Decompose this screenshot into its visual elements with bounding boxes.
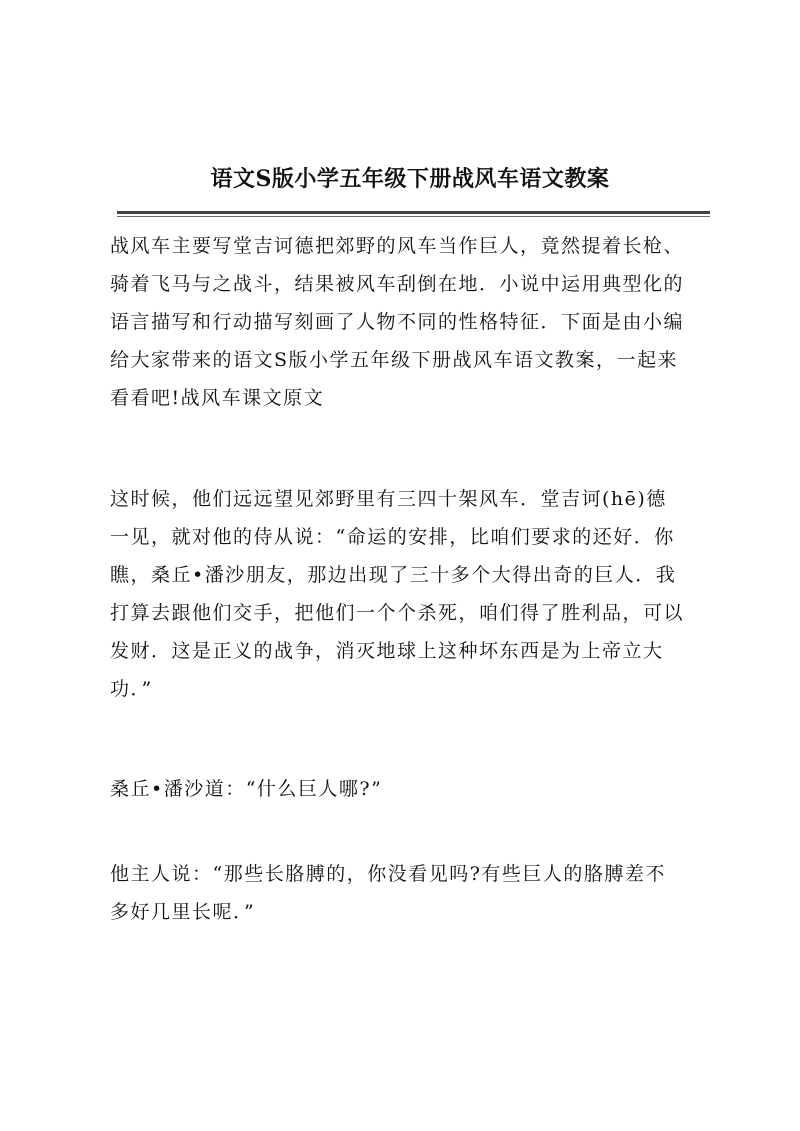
title-divider-thin: [117, 216, 710, 217]
document-title: 语文S版小学五年级下册战风车语文教案: [210, 166, 610, 192]
body-paragraph: 他主人说：“那些长胳膊的，你没看见吗?有些巨人的胳膊差不 多好几里长呢．”: [110, 863, 666, 923]
title-divider: [117, 211, 710, 214]
body-paragraph: 桑丘•潘沙道：“什么巨人哪?”: [110, 778, 383, 800]
intro-paragraph: 战风车主要写堂吉诃德把郊野的风车当作巨人，竟然提着长枪、 骑着飞马与之战斗，结果被风车刮倒在地．小说中运用典型化的 语言描写和行动描写刻画了人物不同的性格特征．下面是由小编 给大家带来的语文S版小学五年级下册战风车语文教案，一起来 看看吧!战风车课文原文: [110, 235, 685, 409]
body-paragraph: 这时候，他们远远望见郊野里有三四十架风车．堂吉诃(hē)德 一见，就对他的侍从说：“命运的安排，比咱们要求的还好．你 瞧，桑丘•潘沙朋友，那边出现了三十多个大得出奇的巨人．我 打算去跟他们交手，把他们一个个杀死，咱们得了胜利品，可以 发财．这是正义的战争，消灭地球上这种坏东西是为上帝立大 功．”: [110, 488, 685, 700]
